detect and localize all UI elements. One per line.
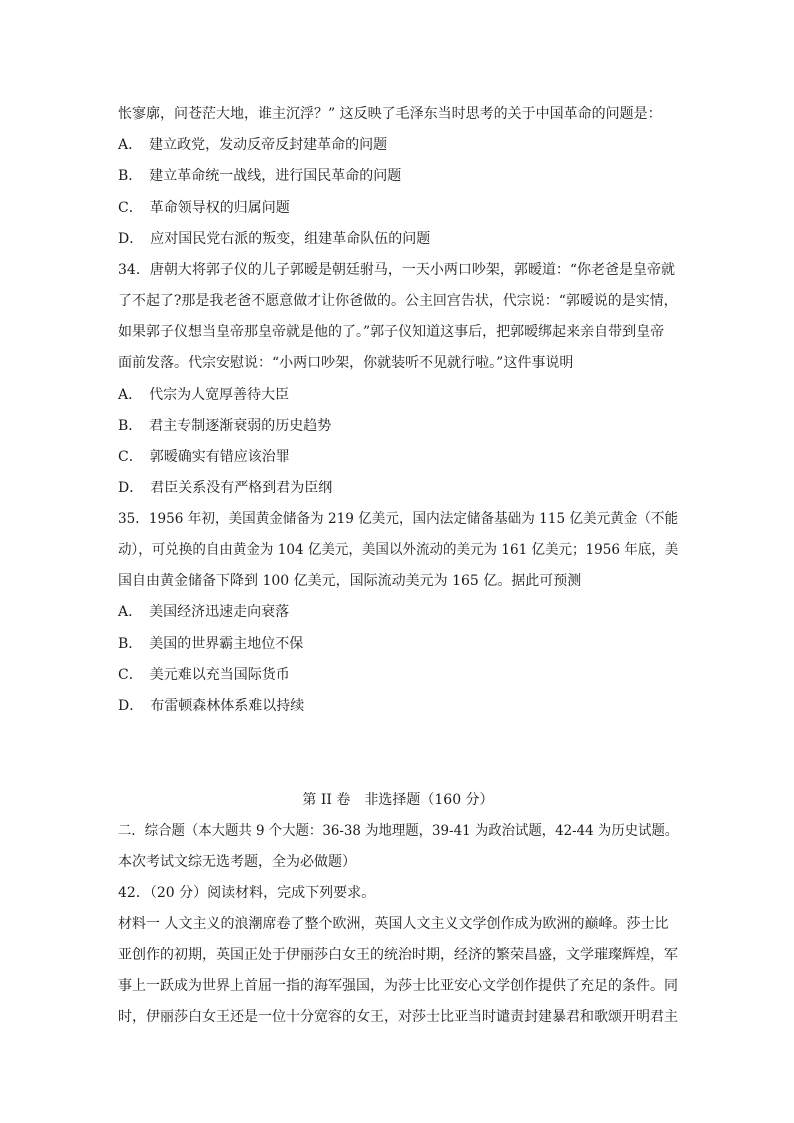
q34-stem-line: 面前发落。代宗安慰说：“小两口吵架，你就装听不见就行啦。”这件事说明 (118, 355, 574, 371)
q34-stem-line: 了不起了?那是我老爸不愿意做才让你爸做的。公主回宫告状，代宗说：“郭暧说的是实情， (118, 293, 678, 309)
section-intro-line: 二．综合题（本大题共 9 个大题：36-38 为地理题，39-41 为政治试题，42-44 为历史试题。 (118, 823, 679, 839)
q35-option-c: C． 美元难以充当国际货币 (118, 667, 290, 683)
q35-stem-line: 35．1956 年初，美国黄金储备为 219 亿美元，国内法定储备基础为 115 亿美元黄金（不能 (118, 511, 679, 527)
q35-stem-line: 国自由黄金储备下降到 100 亿美元，国际流动美元为 165 亿。据此可预测 (118, 573, 582, 589)
q33-option-b: B． 建立革命统一战线，进行国民革命的问题 (118, 168, 402, 184)
q33-option-a: A． 建立政党，发动反帝反封建革命的问题 (118, 137, 388, 153)
q35-option-b: B． 美国的世界霸主地位不保 (118, 636, 304, 652)
q33-option-c: C． 革命领导权的归属问题 (118, 200, 290, 216)
q35-option-a: A． 美国经济迅速走向衰落 (118, 604, 290, 620)
q34-stem-line: 如果郭子仪想当皇帝那皇帝就是他的了。”郭子仪知道这事后，把郭暧绑起来亲自带到皇帝 (118, 324, 665, 340)
section-intro-line: 本次考试文综无选考题，全为必做题） (118, 854, 356, 870)
q34-option-c: C． 郭暧确实有错应该治罪 (118, 449, 290, 465)
q42-stem: 42．（20 分）阅读材料，完成下列要求。 (118, 885, 376, 901)
q42-material-line: 时，伊丽莎白女王还是一位十分宽容的女王，对莎士比亚当时谴责封建暴君和歌颂开明君主 (118, 1009, 678, 1025)
q34-option-b: B． 君主专制逐渐衰弱的历史趋势 (118, 418, 332, 434)
q42-material-line: 材料一 人文主义的浪潮席卷了整个欧洲，英国人文主义文学创作成为欧洲的巅峰。莎士比 (118, 916, 669, 932)
section-heading: 第 II 卷 非选择题（160 分） (302, 792, 494, 808)
q34-stem-line: 34．唐朝大将郭子仪的儿子郭暧是朝廷驸马，一天小两口吵架，郭暧道：“你老爸是皇帝就 (118, 262, 675, 278)
q34-option-d: D． 君臣关系没有严格到君为臣纲 (118, 480, 333, 496)
q35-stem-line: 动），可兑换的自由黄金为 104 亿美元，美国以外流动的美元为 161 亿美元；1956 年底，美 (118, 542, 679, 558)
q42-material-line: 事上一跃成为世界上首屈一指的海军强国，为莎士比亚安心文学创作提供了充足的条件。同 (118, 978, 678, 994)
q34-option-a: A． 代宗为人宽厚善待大臣 (118, 387, 290, 403)
q33-stem-tail: 怅寥廓，问苍茫大地，谁主沉浮？” 这反映了毛泽东当时思考的关于中国革命的问题是： (118, 106, 662, 122)
q33-option-d: D． 应对国民党右派的叛变，组建革命队伍的问题 (118, 231, 431, 247)
q35-option-d: D． 布雷顿森林体系难以持续 (118, 698, 305, 714)
q42-material-line: 亚创作的初期，英国正处于伊丽莎白女王的统治时期，经济的繁荣昌盛，文学璀璨辉煌，军 (118, 947, 678, 963)
